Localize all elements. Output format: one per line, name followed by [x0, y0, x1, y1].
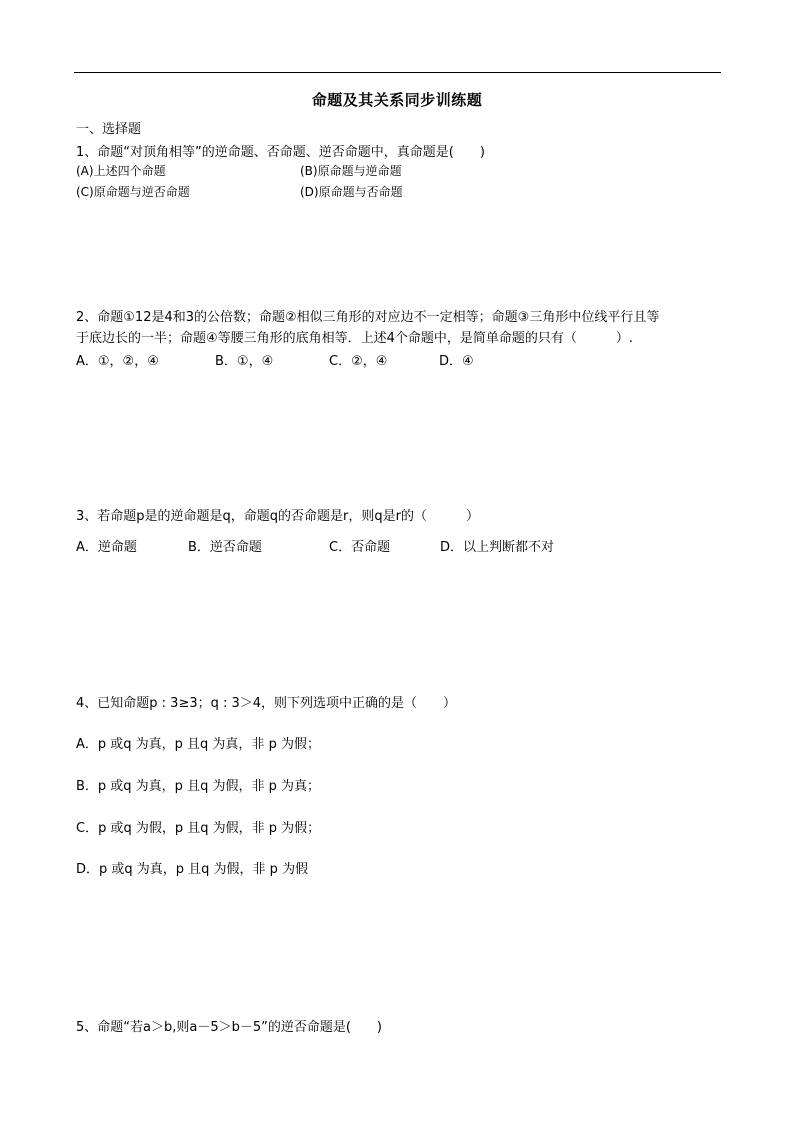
q4-option-b: B．p 或q 为真，p 且q 为假，非 p 为真；: [76, 779, 320, 794]
header-rule: [74, 72, 721, 73]
page-title: 命题及其关系同步训练题: [311, 91, 483, 109]
q4-option-d: D．p 或q 为真，p 且q 为假，非 p 为假: [76, 862, 309, 877]
q1-option-b: (B)原命题与逆命题: [300, 164, 402, 178]
q4-option-a: A．p 或q 为真，p 且q 为真，非 p 为假；: [76, 737, 320, 752]
q1-stem: 1、命题“对顶角相等”的逆命题、否命题、逆否命题中，真命题是( ): [76, 145, 485, 160]
q1-option-c: (C)原命题与逆否命题: [76, 185, 190, 199]
q2-stem-line1: 2、命题①12是4和3的公倍数；命题②相似三角形的对应边不一定相等；命题③三角形中位线平行且等: [76, 310, 660, 325]
q4-option-c: C．p 或q 为假，p 且q 为假，非 p 为假；: [76, 821, 321, 836]
section-heading: 一、选择题: [76, 122, 142, 137]
q1-option-a: (A)上述四个命题: [76, 164, 166, 178]
q5-stem: 5、命题“若a＞b,则a－5＞b－5”的逆否命题是( ): [76, 1020, 382, 1035]
q3-stem: 3、若命题p是的逆命题是q，命题q的否命题是r，则q是r的（ ）: [76, 509, 479, 524]
q2-option-c: C．②，④: [329, 354, 388, 369]
q3-option-c: C．否命题: [329, 540, 391, 555]
q2-option-d: D．④: [439, 354, 474, 369]
q2-stem-line2: 于底边长的一半；命题④等腰三角形的底角相等．上述4个命题中，是简单命题的只有（ ）.: [76, 331, 634, 346]
q1-option-d: (D)原命题与否命题: [300, 185, 403, 199]
q3-option-b: B．逆否命题: [188, 540, 262, 555]
q2-option-a: A．①，②，④: [76, 354, 159, 369]
q4-stem: 4、已知命题p : 3≥3；q : 3＞4，则下列选项中正确的是（ ）: [76, 696, 457, 711]
q2-option-b: B．①，④: [215, 354, 274, 369]
q3-option-d: D．以上判断都不对: [440, 540, 555, 555]
q3-option-a: A．逆命题: [76, 540, 137, 555]
